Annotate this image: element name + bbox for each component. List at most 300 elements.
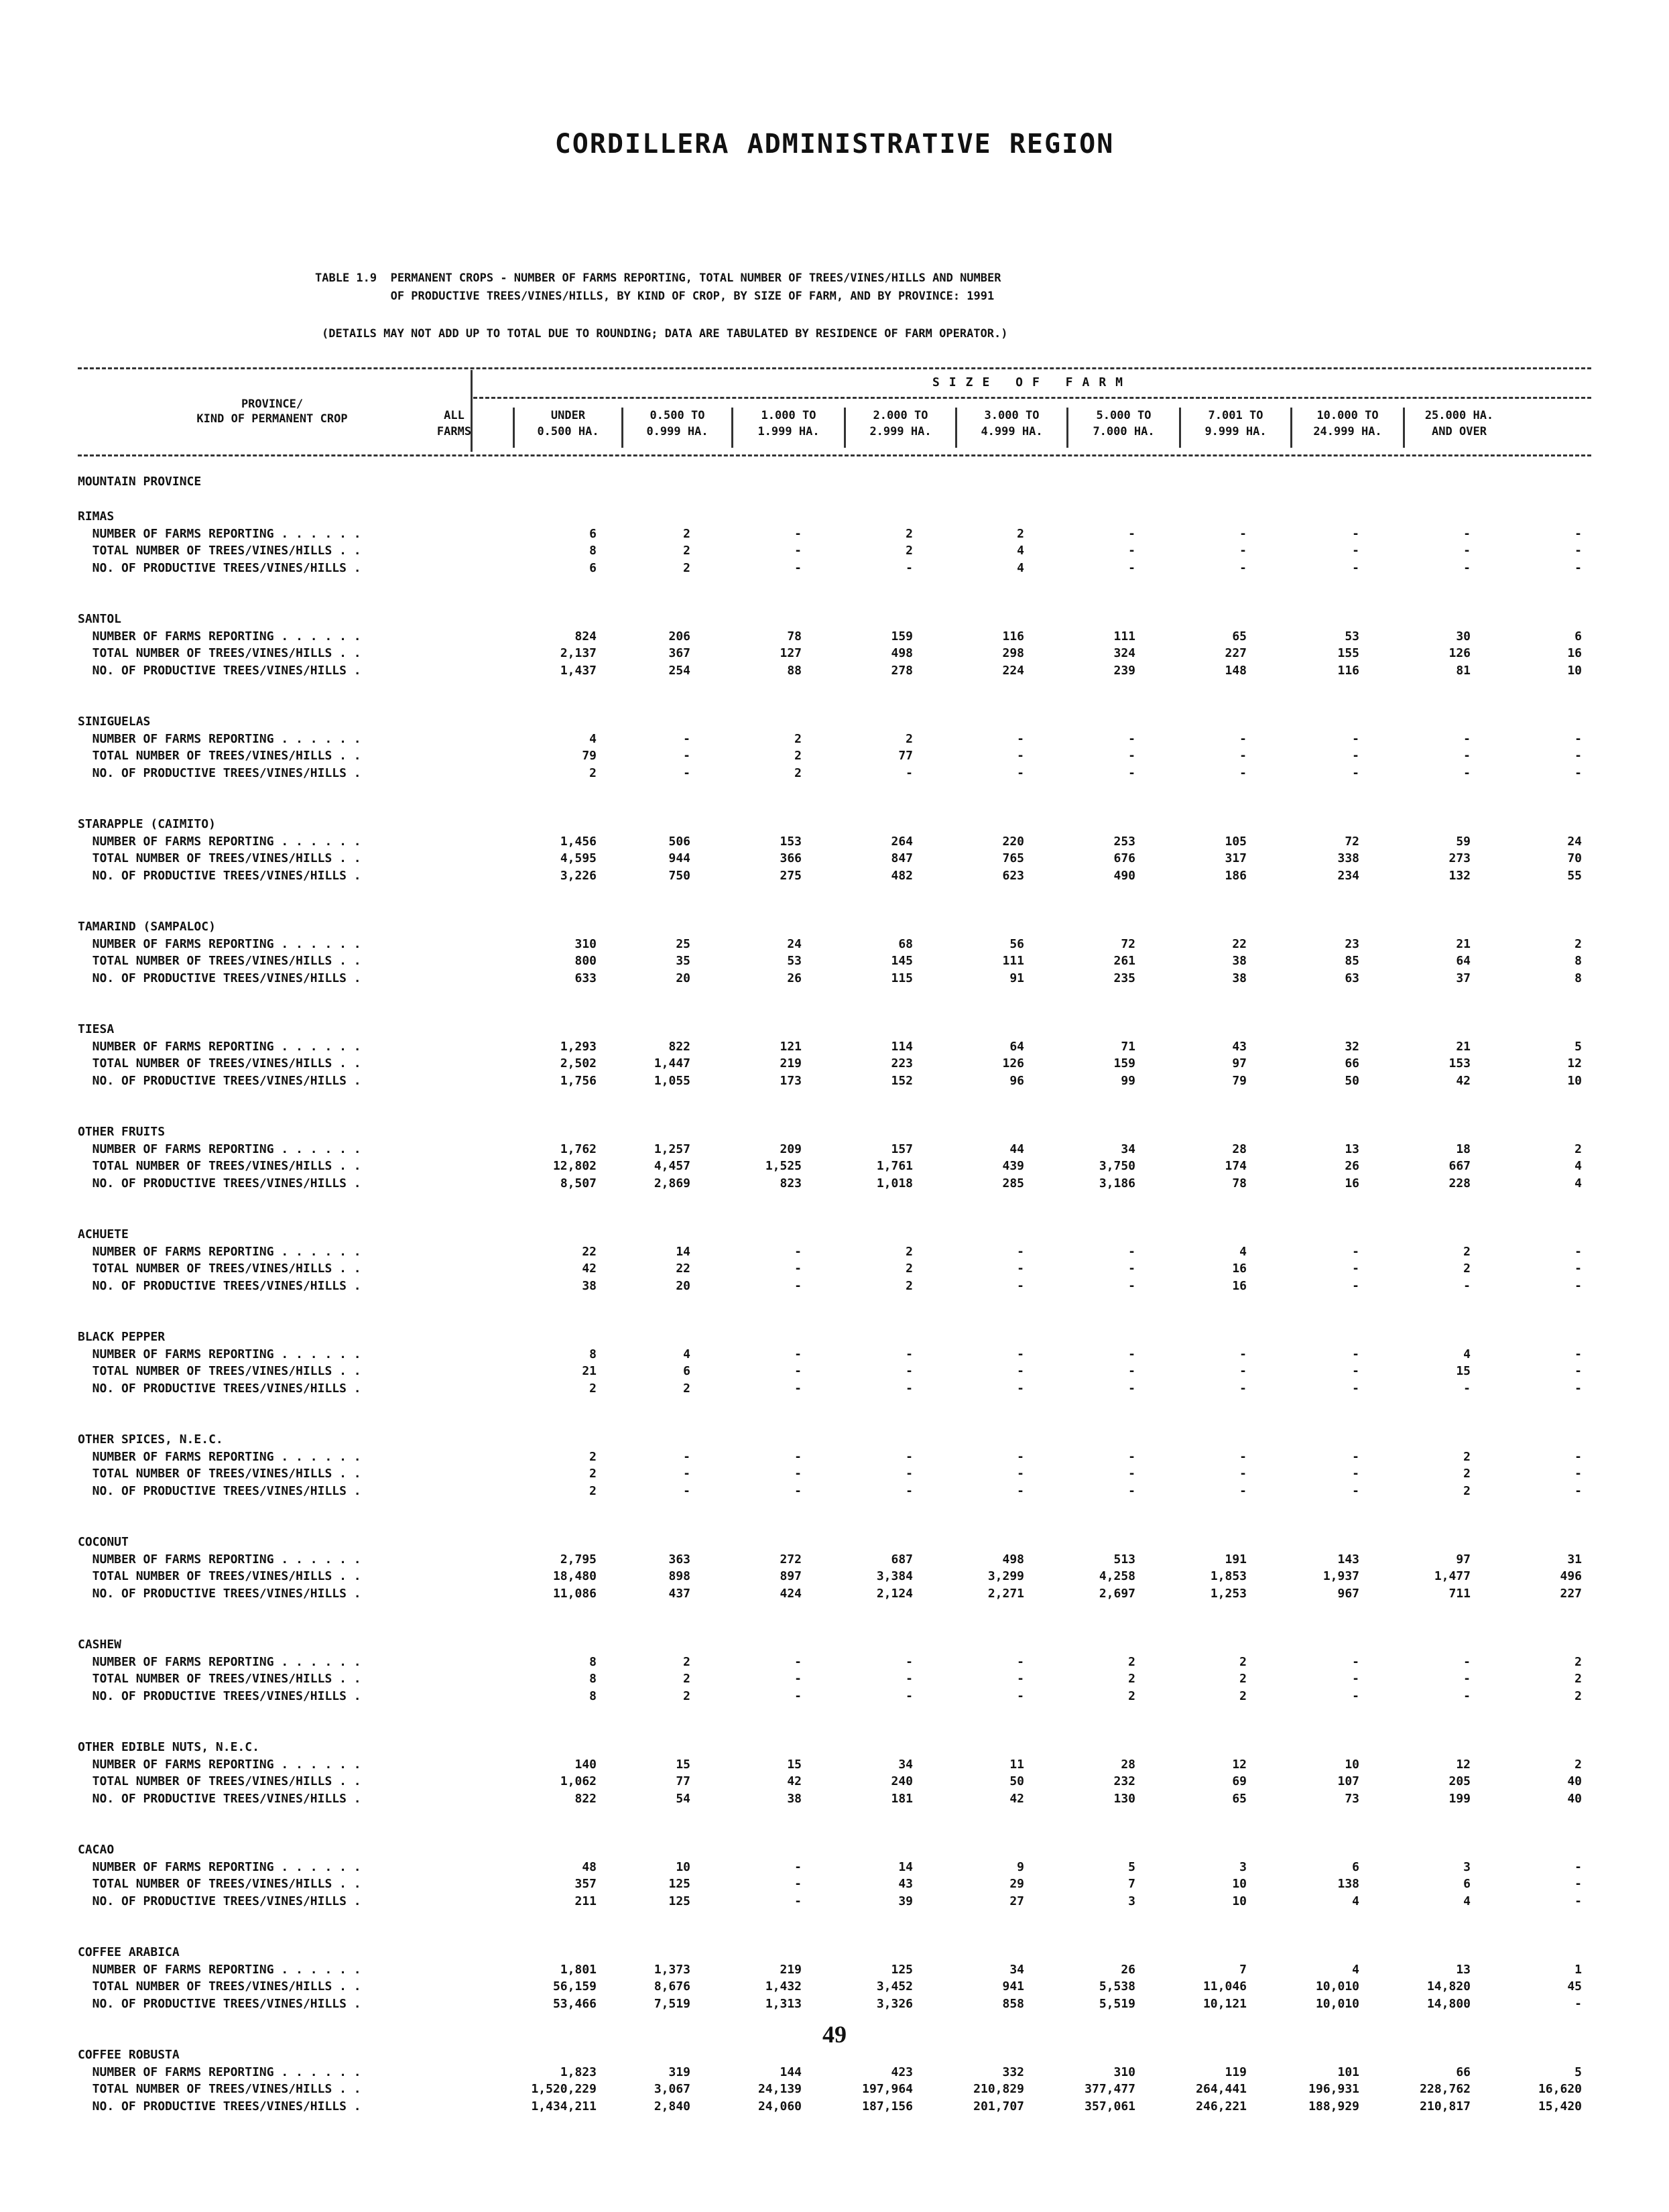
table-cell: 72 (1121, 936, 1135, 951)
table-cell: 8 (589, 1688, 597, 1703)
table-cell: - (683, 1467, 690, 1481)
data-row-productive-trees (0, 1587, 1669, 1604)
table-cell: 7,519 (654, 1996, 690, 2011)
table-cell: - (794, 1364, 802, 1378)
table-cell: 42 (582, 1262, 597, 1276)
table-cell: 16,620 (1538, 2082, 1582, 2096)
table-cell: 847 (891, 851, 913, 865)
table-cell: 1,062 (560, 1774, 597, 1788)
row-label: NUMBER OF FARMS REPORTING . . . . . . (78, 1449, 361, 1464)
data-row-productive-trees (0, 1381, 1669, 1399)
table-cell: 513 (1113, 1552, 1135, 1566)
table-cell: 10 (1567, 663, 1582, 678)
crop-name: OTHER SPICES, N.E.C. (78, 1432, 223, 1447)
table-cell: 79 (582, 749, 597, 763)
table-cell: 64 (1009, 1039, 1024, 1054)
stub-header-line-1: PROVINCE/ (241, 397, 304, 411)
table-cell: 424 (780, 1586, 802, 1601)
data-row-productive-trees (0, 766, 1669, 784)
row-label: NUMBER OF FARMS REPORTING . . . . . . (78, 1039, 361, 1054)
table-cell: 11,086 (552, 1586, 597, 1601)
table-cell: 24 (1567, 834, 1582, 849)
table-cell: - (1017, 749, 1024, 763)
table-cell: 2 (683, 544, 690, 558)
table-cell: 4,595 (560, 851, 597, 865)
page-number: 49 (822, 2021, 847, 2048)
crop-name: OTHER EDIBLE NUTS, N.E.C. (78, 1740, 259, 1754)
table-cell: 6 (589, 560, 597, 575)
table-cell: 188,929 (1308, 2099, 1359, 2113)
column-header-10 (1405, 408, 1513, 448)
crop-heading-row (0, 715, 1669, 732)
table-cell: 15,420 (1538, 2099, 1582, 2113)
table-cell: 29 (1009, 1877, 1024, 1891)
table-cell: 39 (898, 1894, 913, 1908)
table-cell: 1,293 (560, 1039, 597, 1054)
table-cell: - (1239, 1381, 1247, 1396)
table-cell: - (1574, 1364, 1582, 1378)
table-cell: - (1352, 1449, 1359, 1464)
table-cell: 363 (668, 1552, 690, 1566)
table-cell: 2 (1239, 1654, 1247, 1669)
table-cell: 224 (1002, 663, 1024, 678)
table-cell: 55 (1567, 868, 1582, 883)
table-cell: - (1239, 765, 1247, 780)
column-header-line-2: 7.000 HA. (1093, 425, 1155, 438)
table-cell: 65 (1232, 1791, 1247, 1806)
table-cell: 633 (574, 971, 597, 985)
table-cell: - (683, 1483, 690, 1498)
table-cell: - (906, 1654, 913, 1669)
table-cell: 42 (1009, 1791, 1024, 1806)
table-cell: 3,067 (654, 2082, 690, 2096)
data-row-total-trees (0, 1364, 1669, 1381)
table-cell: - (1239, 560, 1247, 575)
table-cell: 3 (1463, 1859, 1471, 1874)
data-row-farms-reporting (0, 629, 1669, 647)
table-cell: - (1574, 1278, 1582, 1293)
row-label: NUMBER OF FARMS REPORTING . . . . . . (78, 1859, 361, 1874)
table-cell: 1,525 (765, 1159, 802, 1173)
table-cell: 228,762 (1420, 2082, 1471, 2096)
table-cell: 152 (891, 1073, 913, 1088)
table-cell: 22 (676, 1262, 690, 1276)
column-header-line-1: 25.000 HA. (1424, 409, 1494, 422)
table-cell: 153 (1448, 1056, 1471, 1070)
table-cell: 1,447 (654, 1056, 690, 1070)
table-cell: - (1352, 544, 1359, 558)
table-cell: 2 (1239, 1688, 1247, 1703)
table-cell: 858 (1002, 1996, 1024, 2011)
table-cell: 21 (582, 1364, 597, 1378)
table-cell: 34 (898, 1757, 913, 1772)
table-cell: - (1463, 560, 1471, 575)
table-cell: 264 (891, 834, 913, 849)
table-cell: 1,937 (1322, 1569, 1359, 1583)
table-cell: 31 (1567, 1552, 1582, 1566)
crop-name: SINIGUELAS (78, 715, 151, 729)
data-row-farms-reporting (0, 1450, 1669, 1467)
table-cell: 232 (1113, 1774, 1135, 1788)
data-row-total-trees (0, 2082, 1669, 2099)
table-cell: 1 (1574, 1962, 1582, 1977)
table-cell: 37 (1456, 971, 1471, 985)
table-cell: 140 (574, 1757, 597, 1772)
table-cell: 2 (589, 1449, 597, 1464)
table-cell: 437 (668, 1586, 690, 1601)
table-cell: 3 (1239, 1859, 1247, 1874)
table-cell: 6 (589, 526, 597, 541)
region-title: CORDILLERA ADMINISTRATIVE REGION (554, 129, 1115, 160)
table-cell: - (1574, 1894, 1582, 1908)
table-cell: 18,480 (552, 1569, 597, 1583)
table-cell: 56 (1009, 936, 1024, 951)
table-cell: 228 (1448, 1176, 1471, 1190)
table-cell: 43 (1232, 1039, 1247, 1054)
table-cell: 898 (668, 1569, 690, 1583)
table-cell: 498 (891, 646, 913, 660)
row-label: NO. OF PRODUCTIVE TREES/VINES/HILLS . (78, 1996, 361, 2011)
table-cell: 53 (1345, 629, 1359, 643)
table-cell: - (906, 1381, 913, 1396)
crop-name: ACHUETE (78, 1227, 129, 1241)
table-cell: 6 (683, 1364, 690, 1378)
table-cell: 278 (891, 663, 913, 678)
table-cell: - (1463, 1278, 1471, 1293)
table-cell: 107 (1337, 1774, 1359, 1788)
column-header-6 (957, 408, 1068, 448)
table-cell: 2 (1239, 1672, 1247, 1686)
table-cell: 15 (787, 1757, 802, 1772)
crop-name: STARAPPLE (CAIMITO) (78, 817, 216, 831)
data-row-total-trees (0, 1056, 1669, 1074)
table-cell: 377,477 (1085, 2082, 1135, 2096)
table-cell: 6 (1574, 629, 1582, 643)
table-cell: - (1352, 1672, 1359, 1686)
table-cell: 1,456 (560, 834, 597, 849)
table-cell: 1,477 (1434, 1569, 1471, 1583)
table-cell: - (1574, 1262, 1582, 1276)
table-cell: 367 (668, 646, 690, 660)
table-cell: 2 (906, 1244, 913, 1259)
table-cell: 8 (589, 544, 597, 558)
row-label: NO. OF PRODUCTIVE TREES/VINES/HILLS . (78, 2099, 361, 2113)
table-cell: 18 (1456, 1142, 1471, 1156)
data-row-total-trees (0, 749, 1669, 766)
table-cell: 16 (1232, 1262, 1247, 1276)
crop-name: CACAO (78, 1843, 115, 1857)
column-header-line-2: 4.999 HA. (981, 425, 1043, 438)
row-label: NUMBER OF FARMS REPORTING . . . . . . (78, 936, 361, 951)
table-cell: 159 (891, 629, 913, 643)
table-cell: 2,271 (987, 1586, 1024, 1601)
table-cell: - (1463, 1672, 1471, 1686)
row-label: NUMBER OF FARMS REPORTING . . . . . . (78, 1757, 361, 1772)
column-header-2 (515, 408, 623, 448)
table-cell: - (794, 1672, 802, 1686)
table-cell: - (794, 1244, 802, 1259)
table-cell: 206 (668, 629, 690, 643)
row-label: NO. OF PRODUCTIVE TREES/VINES/HILLS . (78, 1073, 361, 1088)
table-cell: 78 (1232, 1176, 1247, 1190)
table-cell: 125 (668, 1877, 690, 1891)
table-cell: 310 (1113, 2065, 1135, 2079)
table-cell: 7 (1239, 1962, 1247, 1977)
table-cell: 687 (891, 1552, 913, 1566)
data-row-total-trees (0, 646, 1669, 664)
table-cell: 439 (1002, 1159, 1024, 1173)
table-cell: 53,466 (552, 1996, 597, 2011)
table-cell: - (1239, 731, 1247, 746)
table-cell: 28 (1232, 1142, 1247, 1156)
table-cell: 496 (1560, 1569, 1582, 1583)
table-cell: 197,964 (862, 2082, 913, 2096)
table-cell: - (1352, 526, 1359, 541)
table-cell: - (1574, 1996, 1582, 2011)
table-cell: 711 (1448, 1586, 1471, 1601)
table-cell: - (794, 526, 802, 541)
data-row-productive-trees (0, 1484, 1669, 1501)
table-cell: 319 (668, 2065, 690, 2079)
table-cell: 40 (1567, 1791, 1582, 1806)
row-label: TOTAL NUMBER OF TREES/VINES/HILLS . . (78, 851, 361, 865)
table-cell: - (1463, 1381, 1471, 1396)
table-cell: 3,299 (987, 1569, 1024, 1583)
table-cell: 78 (787, 629, 802, 643)
data-row-productive-trees (0, 664, 1669, 681)
table-cell: 4 (1574, 1159, 1582, 1173)
data-row-total-trees (0, 544, 1669, 561)
table-cell: 114 (891, 1039, 913, 1054)
table-cell: - (1239, 1449, 1247, 1464)
table-cell: 81 (1456, 663, 1471, 678)
table-cell: 21 (1456, 936, 1471, 951)
table-cell: 235 (1113, 971, 1135, 985)
table-cell: 125 (891, 1962, 913, 1977)
table-cell: - (683, 731, 690, 746)
table-cell: 116 (1002, 629, 1024, 643)
data-row-farms-reporting (0, 2065, 1669, 2083)
column-header-7 (1068, 408, 1181, 448)
data-row-total-trees (0, 1979, 1669, 1997)
table-cell: 2,840 (654, 2099, 690, 2113)
table-cell: 45 (1567, 1979, 1582, 1993)
table-cell: - (1463, 749, 1471, 763)
row-label: NO. OF PRODUCTIVE TREES/VINES/HILLS . (78, 560, 361, 575)
table-cell: - (1352, 1654, 1359, 1669)
table-cell: - (1574, 526, 1582, 541)
table-cell: - (1574, 1381, 1582, 1396)
column-header-9 (1292, 408, 1405, 448)
table-cell: 148 (1225, 663, 1247, 678)
table-cell: 498 (1002, 1552, 1024, 1566)
table-cell: 72 (1345, 834, 1359, 849)
table-cell: 187,156 (862, 2099, 913, 2113)
table-cell: 77 (676, 1774, 690, 1788)
table-cell: 2 (1574, 1142, 1582, 1156)
data-row-total-trees (0, 1569, 1669, 1587)
table-cell: 1,823 (560, 2065, 597, 2079)
table-cell: 357 (574, 1877, 597, 1891)
data-row-productive-trees (0, 1689, 1669, 1707)
table-cell: 211 (574, 1894, 597, 1908)
column-header-1 (395, 408, 515, 448)
table-cell: - (1128, 1364, 1135, 1378)
table-cell: - (1128, 731, 1135, 746)
table-cell: 366 (780, 851, 802, 865)
data-row-productive-trees (0, 971, 1669, 989)
table-cell: 116 (1337, 663, 1359, 678)
crop-heading-row (0, 612, 1669, 629)
table-cell: 1,801 (560, 1962, 597, 1977)
table-cell: 1,253 (1210, 1586, 1247, 1601)
data-row-productive-trees (0, 561, 1669, 578)
table-cell: 357,061 (1085, 2099, 1135, 2113)
table-cell: - (1352, 1381, 1359, 1396)
table-cell: 144 (780, 2065, 802, 2079)
table-cell: 111 (1002, 954, 1024, 968)
table-cell: 1,018 (876, 1176, 913, 1190)
table-cell: 2 (1463, 1483, 1471, 1498)
table-cell: - (794, 1381, 802, 1396)
table-cell: - (1239, 1483, 1247, 1498)
crop-heading-row (0, 1638, 1669, 1655)
table-cell: 2 (906, 1262, 913, 1276)
table-cell: 48 (582, 1859, 597, 1874)
column-header-line-1: ALL (444, 409, 465, 422)
column-header-line-2: 1.999 HA. (757, 425, 820, 438)
table-cell: 34 (1009, 1962, 1024, 1977)
table-cell: 126 (1448, 646, 1471, 660)
table-cell: 126 (1002, 1056, 1024, 1070)
table-cell: 234 (1337, 868, 1359, 883)
table-cell: 26 (1345, 1159, 1359, 1173)
table-cell: - (1352, 749, 1359, 763)
row-label: TOTAL NUMBER OF TREES/VINES/HILLS . . (78, 1159, 361, 1173)
column-header-5 (846, 408, 957, 448)
table-cell: - (906, 1449, 913, 1464)
table-cell: 285 (1002, 1176, 1024, 1190)
table-cell: 105 (1225, 834, 1247, 849)
table-cell: 155 (1337, 646, 1359, 660)
table-cell: - (906, 1672, 913, 1686)
table-cell: 9 (1017, 1859, 1024, 1874)
table-cell: 5,519 (1099, 1996, 1135, 2011)
table-cell: 68 (898, 936, 913, 951)
row-label: NUMBER OF FARMS REPORTING . . . . . . (78, 1654, 361, 1669)
table-cell: - (1574, 1347, 1582, 1361)
table-cell: 42 (787, 1774, 802, 1788)
table-cell: 28 (1121, 1757, 1135, 1772)
table-cell: 8 (589, 1347, 597, 1361)
table-cell: - (1574, 731, 1582, 746)
column-header-line-2: 2.999 HA. (869, 425, 932, 438)
row-label: NUMBER OF FARMS REPORTING . . . . . . (78, 526, 361, 541)
data-row-productive-trees (0, 1997, 1669, 2014)
table-cell: 3,384 (876, 1569, 913, 1583)
table-cell: 11,046 (1202, 1979, 1247, 1993)
table-cell: 22 (582, 1244, 597, 1259)
table-cell: - (906, 560, 913, 575)
table-cell: - (1239, 526, 1247, 541)
table-cell: - (1017, 731, 1024, 746)
table-cell: 2 (683, 526, 690, 541)
data-row-total-trees (0, 1877, 1669, 1894)
table-cell: - (1463, 731, 1471, 746)
table-cell: - (1239, 749, 1247, 763)
table-cell: 10 (1567, 1073, 1582, 1088)
table-cell: 4 (589, 731, 597, 746)
data-row-productive-trees (0, 869, 1669, 886)
table-cell: 4 (1017, 544, 1024, 558)
row-label: TOTAL NUMBER OF TREES/VINES/HILLS . . (78, 544, 361, 558)
table-cell: - (1352, 1347, 1359, 1361)
table-cell: - (1352, 1688, 1359, 1703)
table-cell: 2 (794, 731, 802, 746)
table-cell: 5 (1128, 1859, 1135, 1874)
row-label: NO. OF PRODUCTIVE TREES/VINES/HILLS . (78, 868, 361, 883)
table-cell: - (683, 1449, 690, 1464)
table-cell: - (906, 1467, 913, 1481)
table-cell: 2,137 (560, 646, 597, 660)
table-cell: - (1017, 1364, 1024, 1378)
table-cell: 111 (1113, 629, 1135, 643)
table-cell: 42 (1456, 1073, 1471, 1088)
table-cell: 196,931 (1308, 2082, 1359, 2096)
table-cell: - (1017, 1278, 1024, 1293)
crop-heading-row (0, 1843, 1669, 1860)
table-cell: 69 (1232, 1774, 1247, 1788)
table-top-rule (78, 367, 1591, 369)
table-cell: 423 (891, 2065, 913, 2079)
table-cell: 667 (1448, 1159, 1471, 1173)
table-cell: 23 (1345, 936, 1359, 951)
table-cell: 219 (780, 1962, 802, 1977)
table-cell: 24,060 (757, 2099, 802, 2113)
row-label: NUMBER OF FARMS REPORTING . . . . . . (78, 731, 361, 746)
table-cell: 56,159 (552, 1979, 597, 1993)
data-row-productive-trees (0, 1279, 1669, 1296)
table-cell: 264,441 (1196, 2082, 1247, 2096)
column-header-line-1: 7.001 TO (1208, 409, 1263, 422)
table-cell: 59 (1456, 834, 1471, 849)
table-cell: - (794, 1877, 802, 1891)
crop-name: RIMAS (78, 509, 115, 524)
crop-heading-row (0, 1330, 1669, 1347)
table-cell: 119 (1225, 2065, 1247, 2079)
table-cell: - (1128, 544, 1135, 558)
table-cell: 138 (1337, 1877, 1359, 1891)
crop-heading-row (0, 1432, 1669, 1450)
table-cell: 2 (1574, 1672, 1582, 1686)
table-cell: 254 (668, 663, 690, 678)
table-cell: - (1574, 1244, 1582, 1259)
data-row-productive-trees (0, 1074, 1669, 1091)
table-header (78, 370, 1591, 452)
data-row-farms-reporting (0, 1142, 1669, 1160)
crop-heading-row (0, 920, 1669, 937)
table-cell: - (794, 1894, 802, 1908)
table-cell: 201,707 (973, 2099, 1024, 2113)
data-row-farms-reporting (0, 937, 1669, 955)
table-cell: 6 (1352, 1859, 1359, 1874)
row-label: NO. OF PRODUCTIVE TREES/VINES/HILLS . (78, 971, 361, 985)
table-cell: 38 (787, 1791, 802, 1806)
row-label: NUMBER OF FARMS REPORTING . . . . . . (78, 1142, 361, 1156)
table-cell: 191 (1225, 1552, 1247, 1566)
table-cell: - (794, 560, 802, 575)
table-cell: 10 (676, 1859, 690, 1874)
